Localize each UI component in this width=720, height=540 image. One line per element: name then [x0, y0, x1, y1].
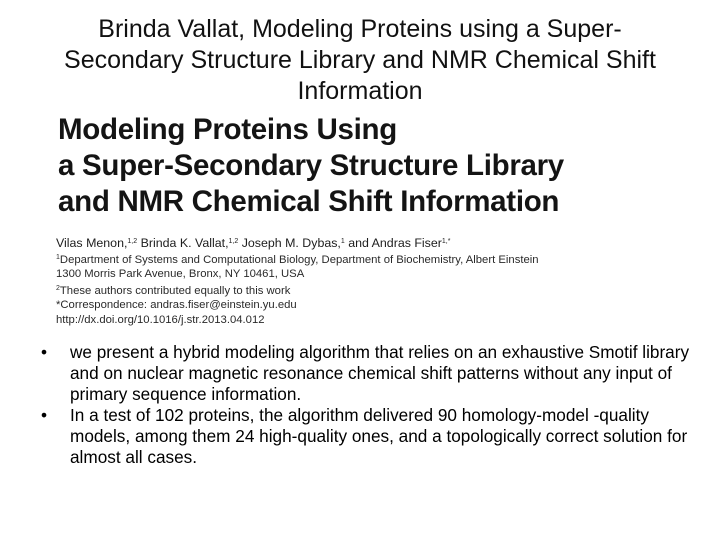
equal-contrib-sup: 2 [56, 284, 60, 292]
paper-snippet [52, 112, 600, 328]
paper-title-line: a Super-Secondary Structure Library [58, 149, 564, 182]
author-sup: 1,2 [127, 238, 138, 245]
author-name: Brinda K. Vallat, [137, 236, 229, 250]
author-sup: 1 [340, 238, 345, 245]
author-sup: 1,2 [228, 238, 239, 245]
paper-equal-contribution [56, 282, 600, 299]
equal-contrib-text: These authors contributed equally to this work [59, 284, 291, 297]
paper-meta [52, 235, 600, 328]
author-name: Joseph M. Dybas, [238, 236, 341, 250]
paper-title [52, 112, 600, 220]
paper-affiliation [56, 251, 600, 268]
paper-authors [56, 235, 600, 251]
author-name: and Andras Fiser [344, 236, 442, 250]
bullet-text: we present a hybrid modeling algorithm that relies on an exhaustive Smotif library and on nuclear magnetic resonance chemical shift patterns without any input of primary sequence information. [70, 342, 690, 404]
list-item [34, 342, 698, 405]
paper-doi: http://dx.doi.org/10.1016/j.str.2013.04.012 [56, 313, 265, 326]
bullet-marker: • [40, 405, 48, 425]
paper-address: 1300 Morris Park Avenue, Bronx, NY 10461, USA [56, 268, 305, 281]
bullet-list [34, 342, 698, 468]
affiliation-sup: 1 [56, 253, 60, 261]
bullet-marker: • [40, 342, 48, 362]
bullet-text: In a test of 102 proteins, the algorithm delivered 90 homology-model -quality models, among them 24 high-quality ones, and a topologically correct solution for almost all cases. [70, 405, 688, 467]
paper-correspondence: *Correspondence: andras.fiser@einstein.yu.edu [56, 299, 297, 312]
list-item [34, 405, 698, 468]
paper-title-line: Modeling Proteins Using [58, 113, 397, 146]
affiliation-text: Department of Systems and Computational Biology, Department of Biochemistry, Albert Einstein [59, 253, 539, 266]
paper-title-line: and NMR Chemical Shift Information [58, 185, 560, 218]
author-sup: 1,* [441, 238, 451, 245]
slide-title: Brinda Vallat, Modeling Proteins using a Super-Secondary Structure Library and NMR Chemical Shift Information [64, 15, 656, 105]
author-name: Vilas Menon, [56, 236, 128, 250]
